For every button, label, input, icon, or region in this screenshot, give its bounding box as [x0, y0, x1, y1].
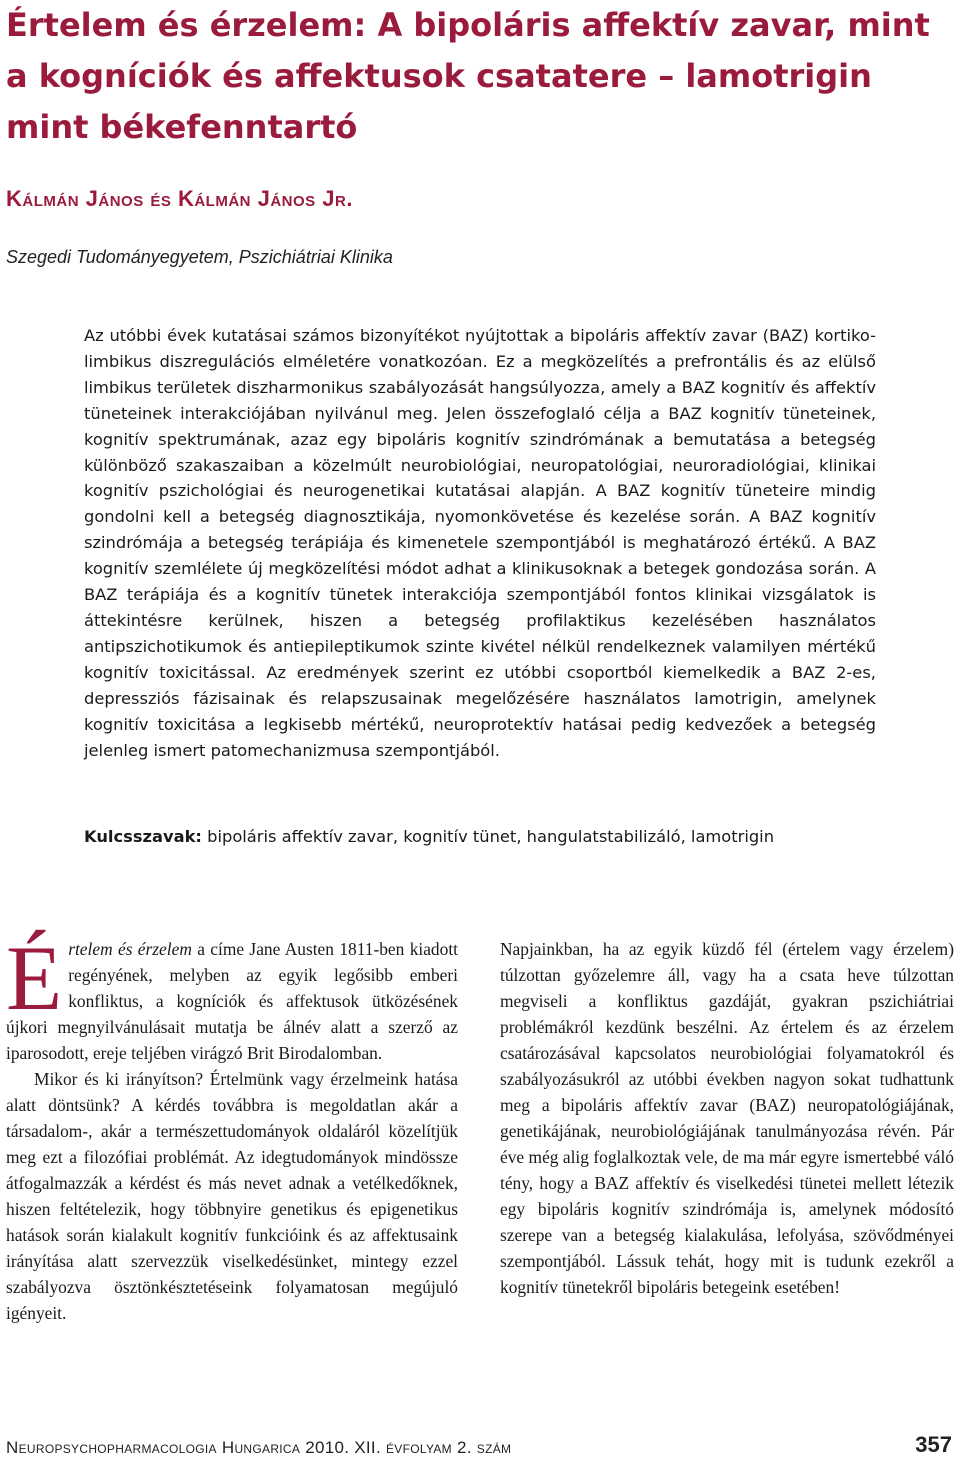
- body-paragraph-3: Napjainkban, ha az egyik küzdő fél (értelem vagy érzelem) túlzottan győzelemre áll, vagy ha a csata heve túlzottan megviseli a konfliktus gazdáját, gyakran pszichiátriai problémákról kezdünk beszélni. Az értelem és az érzelem csatározásával kapcsolatos neurobiológiai folyamatokról és szabályozásukról az utóbbi években nagyon sokat tudhattunk meg a bipoláris affektív zavar (BAZ) neuropatológiájának, genetikájának, neurobiológiájának tanulmányozása révén. Pár éve még alig foglalkoztak vele, de ma már egyre ismertebbé váló tény, hogy a BAZ affektív és viselkedési tünetei mellett létezik egy bipoláris kognitív szindrómája is, amelynek módosító szerepe van a betegség kialakulása, lefolyása, szövődményei szempontjából. Lássuk tehát, hogy mit is tudunk ezekről a kognitív tünetekről bipoláris betegeink esetében!: [500, 939, 954, 1297]
- novel-title: rtelem és érzelem: [68, 939, 192, 959]
- abstract: Az utóbbi évek kutatásai számos bizonyítékot nyújtottak a bipoláris affektív zavar (BAZ) kortiko-limbikus diszregulációs elméletére vonatkozóan. Ez a megközelítés a prefrontális és az elülső limbikus területek diszharmonikus szabályozását hangsúlyozza, amely a BAZ kognitív és affektív tüneteinek interakciójában nyilvánul meg. Jelen összefoglaló célja a BAZ kognitív tüneteinek, kognitív spektrumának, azaz egy bipoláris kognitív szindrómának a bemutatása a betegség különböző szakaszaiban a közelmúlt neurobiológiai, neuropatológiai, neuroradiológiai, klinikai kognitív pszichológiai és neurogenetikai kutatásai alapján. A BAZ kognitív tüneteire mindig gondolni kell a betegség diagnosztikája, nyomonkövetése és kezelése során. A BAZ kognitív szindrómája a betegség terápiája és kimenetele szempontjából is meghatározó értékű. A BAZ kognitív szemlélete új megközelítési módot adhat a klinikusoknak a betegek gondozása során. A BAZ terápiája és a kognitív tünetek interakciója szempontjából fontos klinikai vizsgálatok is áttekintésre kerülnek, hiszen a betegség profilaktikus kezelésében használatos antipszichotikumok és antiepileptikumok szinte kivétel nélkül rendelkeznek valamilyen mértékű kognitív toxicitással. Az eredmények szerint ez utóbbi csoportból kiemelkedik a BAZ 2-es, depressziós fázisainak és relapszusainak megelőzésére használatos lamotrigin, amelynek kognitív toxicitása a legkisebb mértékű, neuroprotektív hatásai pedig kedvezőek a betegség jelenleg ismert patomechanizmusa szempontjából.: [84, 326, 876, 760]
- paragraph-1-text: a címe Jane Austen 1811-ben kiadott regényének, melyben az egyik legősibb emberi konfliktus, a kogníciók és affektusok ütközésének újkori megnyilvánulásait mutatja be álnév alatt a szerző az iparosodott, ereje teljében virágzó Brit Birodalomban.: [6, 939, 458, 1063]
- article-title: Értelem és érzelem: A bipoláris affektív zavar, mint a kogníciók és affektusok csatatere – lamotrigin mint békefenntartó: [6, 6, 930, 146]
- body-paragraph-2: Mikor és ki irányítson? Értelmünk vagy érzelmeink hatása alatt döntsünk? A kérdés továbbra is megoldatlan akár a társadalom-, akár a természettudományok oldaláról közelítjük meg ezt a filozófiai problémát. Az idegtudományok mindössze átfogalmazzák a kérdést és más nevet adnak a vetélkedőknek, hiszen feltételezik, hogy többnyire genetikus és epigenetikus hatások során kialakult kognitív funkcióink és az affektusaink irányítása alatt szervezzük viselkedésünket, mintegy ezzel szabályozva ösztönkésztetéseink folyamatosan megújuló igényeit.: [6, 1069, 458, 1323]
- keywords: [84, 827, 884, 846]
- body-column-right: [500, 936, 954, 1300]
- page-number: 357: [915, 1432, 952, 1457]
- keywords-label: Kulcsszavak:: [84, 827, 202, 846]
- body-column-left: [6, 927, 458, 1326]
- affiliation: Szegedi Tudományegyetem, Pszichiátriai Klinika: [6, 247, 393, 267]
- authors: Kálmán János és Kálmán János Jr.: [6, 186, 353, 211]
- keywords-text: bipoláris affektív zavar, kognitív tünet, hangulatstabilizáló, lamotrigin: [207, 827, 775, 846]
- page-footer: [6, 1432, 956, 1462]
- body-paragraph-1: [6, 927, 458, 1066]
- drop-cap: É: [6, 927, 63, 1029]
- journal-citation: Neuropsychopharmacologia Hungarica 2010. XII. évfolyam 2. szám: [6, 1438, 512, 1457]
